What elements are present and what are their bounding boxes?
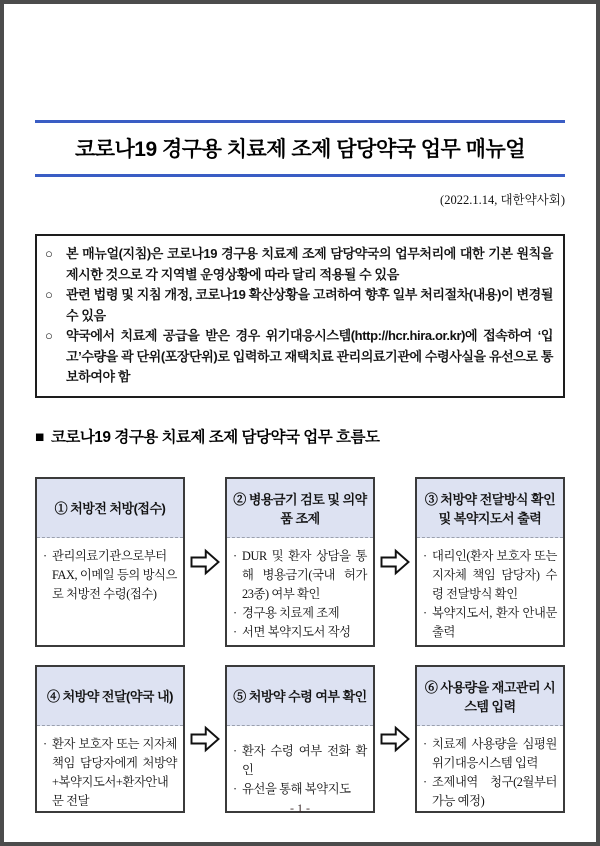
page-content (4, 120, 596, 813)
notice-item (45, 244, 553, 285)
flow-step-item (233, 547, 367, 604)
date-line: (2022.1.14, 대한약사회) (440, 193, 565, 207)
dot-bullet-icon: · (233, 624, 237, 639)
dot-bullet-icon: · (423, 774, 427, 789)
flow-step-item (233, 623, 367, 642)
dot-bullet-icon: · (43, 548, 47, 563)
flow-step-5 (225, 665, 375, 813)
dot-bullet-icon: · (233, 548, 237, 563)
notice-text: 관련 법령 및 지침 개정, 코로나19 확산상황을 고려하여 향후 일부 처리절차(내용)이 변경될 수 있음 (66, 287, 553, 323)
flow-item-text: 경구용 치료제 조제 (242, 605, 340, 620)
flow-arrow-icon (378, 722, 412, 756)
flow-step-item (43, 547, 177, 604)
flow-step-item (43, 735, 177, 811)
flow-item-text: 복약지도서, 환자 안내문 출력 (432, 605, 557, 639)
flow-item-text: 서면 복약지도서 작성 (242, 624, 351, 639)
circle-bullet-icon: ○ (45, 287, 53, 302)
flow-step-5-title: ⑤ 처방약 수령 여부 확인 (227, 667, 373, 726)
flow-step-6 (415, 665, 565, 813)
title-block (35, 120, 565, 177)
flow-step-4-title: ④ 처방약 전달(약국 내) (37, 667, 183, 726)
flow-arrow-icon (188, 722, 222, 756)
flow-step-item (233, 780, 367, 799)
flow-item-text: 환자 수령 여부 전화 확인 (242, 743, 367, 777)
flow-step-1 (35, 477, 185, 647)
dot-bullet-icon: · (423, 548, 427, 563)
flow-item-text: DUR 및 환자 상담을 통해 병용금기(국내 허가 23종) 여부 확인 (242, 548, 367, 601)
notice-item (45, 326, 553, 388)
flow-step-4 (35, 665, 185, 813)
flow-item-text: 치료제 사용량을 심평원 위기대응시스템 입력 (432, 736, 557, 770)
flow-step-3-body (417, 538, 563, 646)
flow-item-text: 조제내역 청구(2월부터 가능 예정) (432, 774, 557, 808)
dot-bullet-icon: · (233, 605, 237, 620)
page-title: 코로나19 경구용 치료제 조제 담당약국 업무 매뉴얼 (74, 138, 526, 161)
flow-step-2 (225, 477, 375, 647)
circle-bullet-icon: ○ (45, 328, 53, 343)
section-heading (35, 425, 565, 447)
flow-step-5-body (227, 726, 373, 811)
flow-item-text: 유선을 통해 복약지도 (242, 781, 351, 796)
flow-item-text: 환자 보호자 또는 지자체 책임 담당자에게 처방약+복약지도서+환자안내문 전달 (52, 736, 177, 808)
flow-arrow-icon (188, 545, 222, 579)
dot-bullet-icon: · (423, 736, 427, 751)
flow-step-2-title: ② 병용금기 검토 및 의약품 조제 (227, 479, 373, 538)
flow-step-item (233, 742, 367, 780)
notice-text: 약국에서 치료제 공급을 받은 경우 위기대응시스템(http://hcr.hira.or.kr)에 접속하여 ‘입고’수량을 곽 단위(포장단위)로 입력하고 재택치료 관리의료기관에 수령사실을 유선으로 통보하여야 함 (66, 328, 553, 384)
dot-bullet-icon: · (233, 781, 237, 796)
workflow-diagram (35, 477, 565, 813)
circle-bullet-icon: ○ (45, 246, 53, 261)
flow-step-2-body (227, 538, 373, 646)
flow-step-item (423, 604, 557, 642)
notice-item (45, 285, 553, 326)
flow-step-item (423, 735, 557, 773)
flow-row-1 (35, 477, 565, 647)
flow-item-text: 대리인(환자 보호자 또는 지자체 책임 담당자) 수령 전달방식 확인 (432, 548, 557, 601)
notice-box (35, 234, 565, 398)
page-number: - 1 - (290, 801, 310, 815)
flow-arrow-icon (378, 545, 412, 579)
section-heading-text: 코로나19 경구용 치료제 조제 담당약국 업무 흐름도 (50, 428, 380, 446)
flow-step-1-title: ① 처방전 처방(접수) (37, 479, 183, 538)
notice-text: 본 매뉴얼(지침)은 코로나19 경구용 치료제 조제 담당약국의 업무처리에 대한 기본 원칙을 제시한 것으로 각 지역별 운영상황에 따라 달리 적용될 수 있음 (66, 246, 553, 282)
flow-step-3-title: ③ 처방약 전달방식 확인 및 복약지도서 출력 (417, 479, 563, 538)
flow-item-text: 관리의료기관으로부터 FAX, 이메일 등의 방식으로 처방전 수령(접수) (52, 548, 178, 601)
dot-bullet-icon: · (43, 736, 47, 751)
flow-step-1-body (37, 538, 183, 645)
flow-row-2 (35, 665, 565, 813)
flow-step-3 (415, 477, 565, 647)
flow-step-6-title: ⑥ 사용량을 재고관리 시스템 입력 (417, 667, 563, 726)
dot-bullet-icon: · (423, 605, 427, 620)
flow-step-item (233, 604, 367, 623)
dot-bullet-icon: · (233, 743, 237, 758)
flow-step-item (423, 547, 557, 604)
square-bullet-icon: ■ (35, 428, 44, 446)
